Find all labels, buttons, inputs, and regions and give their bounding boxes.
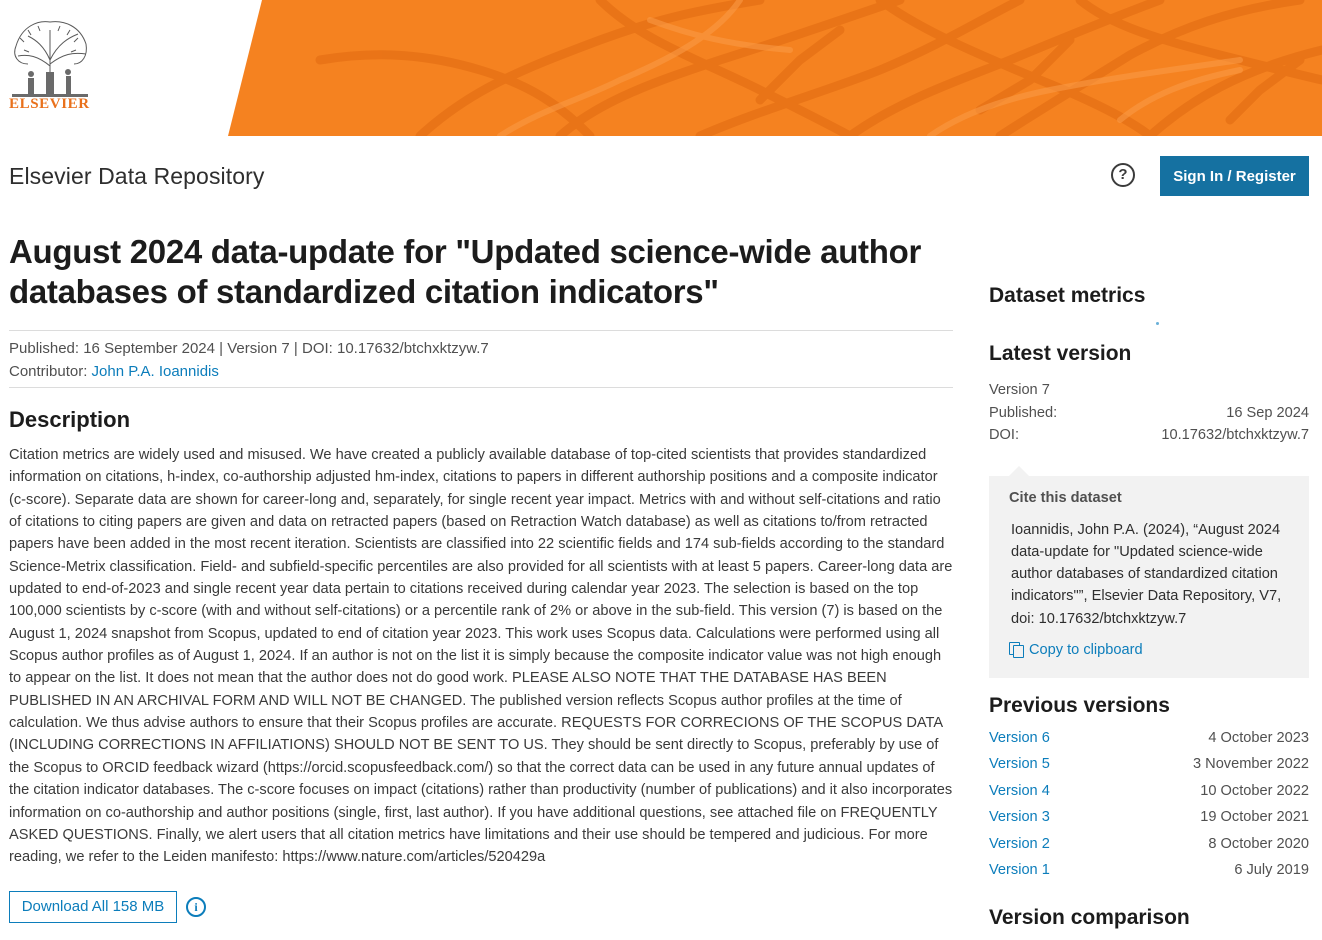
version-date: 6 July 2019 <box>1234 861 1309 878</box>
contributor-label: Contributor: <box>9 363 88 380</box>
dataset-metrics-heading: Dataset metrics <box>989 284 1146 307</box>
sidebar <box>989 284 1309 930</box>
published-row <box>989 402 1309 425</box>
version-link[interactable]: Version 5 <box>989 756 1050 773</box>
version-date: 8 October 2020 <box>1208 835 1309 852</box>
site-title[interactable]: Elsevier Data Repository <box>9 163 265 189</box>
previous-version-row <box>989 753 1309 779</box>
divider <box>9 387 953 388</box>
contributor-line <box>9 360 953 383</box>
previous-version-row <box>989 833 1309 859</box>
latest-version-heading: Latest version <box>989 342 1132 365</box>
doi-value: 10.17632/btchxktzyw.7 <box>1161 427 1309 443</box>
doi-row <box>989 424 1309 447</box>
version-label <box>989 379 1309 402</box>
help-circle-icon[interactable]: ? <box>1111 163 1135 187</box>
dataset-meta <box>9 331 953 387</box>
copy-to-clipboard-link[interactable] <box>1009 642 1289 658</box>
description-heading: Description <box>9 407 131 432</box>
cite-dataset-box <box>989 476 1309 678</box>
header-banner <box>0 0 1322 136</box>
banner-artwork <box>0 0 1322 136</box>
copy-icon <box>1009 642 1025 658</box>
version-date: 19 October 2021 <box>1200 809 1309 826</box>
version-value: Version 7 <box>989 382 1050 398</box>
version-comparison-heading: Version comparison <box>989 906 1190 930</box>
previous-versions-list <box>989 727 1309 885</box>
version-link[interactable]: Version 4 <box>989 782 1050 799</box>
metrics-loading-indicator <box>1156 322 1159 325</box>
latest-version-details <box>989 379 1309 447</box>
version-link[interactable]: Version 2 <box>989 835 1050 852</box>
previous-version-row <box>989 780 1309 806</box>
previous-version-row <box>989 727 1309 753</box>
sign-in-register-button[interactable]: Sign In / Register <box>1160 156 1309 196</box>
cite-heading: Cite this dataset <box>1009 489 1122 506</box>
version-date: 10 October 2022 <box>1200 782 1309 799</box>
elsevier-logo-text: ELSEVIER <box>9 96 90 112</box>
main-content <box>9 232 953 923</box>
top-navigation-bar <box>0 136 1322 216</box>
version-date: 4 October 2023 <box>1208 729 1309 746</box>
published-label: Published: <box>989 404 1058 421</box>
previous-versions-heading: Previous versions <box>989 693 1170 717</box>
previous-version-row <box>989 806 1309 832</box>
dataset-metrics-section <box>989 284 1309 342</box>
published-line: Published: 16 September 2024 | Version 7 | DOI: 10.17632/btchxktzyw.7 <box>9 340 489 357</box>
previous-version-row <box>989 859 1309 885</box>
version-link[interactable]: Version 3 <box>989 809 1050 826</box>
download-all-button[interactable]: Download All 158 MB <box>9 891 177 923</box>
description-text: Citation metrics are widely used and misused. We have created a publicly available database of top-cited scientists that provides standardized information on citations, h-index, co-authorship adjusted hm-index, citations to papers in different authorship positions and a composite indicator (c-score). Separate data are shown for career-long and, separately, for single recent year impact. Metrics with and without self-citations and ratio of citations to citing papers are given and data on retracted papers (based on Retraction Watch database) as well as citations to/from retracted papers have been added in the most recent iteration. Scientists are classified into 22 scientific fields and 174 sub-fields according to the standard Science-Metrix classification. Field- and subfield-specific percentiles are also provided for all scientists with at least 5 papers. Career-long data are updated to end-of-2023 and single recent year data pertain to citations received during calendar year 2023. The selection is based on the top 100,000 scientists by c-score (with and without self-citations) or a percentile rank of 2% or above in the sub-field. This version (7) is based on the August 1, 2024 snapshot from Scopus, updated to end of citation year 2023. This work uses Scopus data. Calculations were performed using all Scopus author profiles as of August 1, 2024. If an author is not on the list it is simply because the composite indicator value was not high enough to appear on the list. It does not mean that the author does not do good work. PLEASE ALSO NOTE THAT THE DATABASE HAS BEEN PUBLISHED IN AN ARCHIVAL FORM AND WILL NOT BE CHANGED. The published version reflects Scopus author profiles at the time of calculation. We thus advise authors to ensure that their Scopus profiles are accurate. REQUESTS FOR CORRECIONS OF THE SCOPUS DATA (INCLUDING CORRECTIONS IN AFFILIATIONS) SHOULD NOT BE SENT TO US. They should be sent directly to Scopus, preferably by use of the Scopus to ORCID feedback wizard (https://orcid.scopusfeedback.com/) so that the correct data can be used in any future annual updates of the citation indicator databases. The c-score focuses on impact (citations) rather than productivity (number of publications) and it also incorporates information on co-authorship and author positions (single, first, last author). If you have additional questions, see attached file on FREQUENTLY ASKED QUESTIONS. Finally, we alert users that all citation metrics have limitations and their use should be tempered and judicious. For more reading, we refer to the Leiden manifesto: https://www.nature.com/articles/520429a <box>9 447 953 866</box>
citation-text: Ioannidis, John P.A. (2024), “August 2024 data-update for "Updated science-wide author databases of standardized citation indicators"”, Elsevier Data Repository, V7, doi: 10.17632/btchxktzyw.7 <box>1011 521 1282 627</box>
download-row <box>9 891 953 923</box>
version-link[interactable]: Version 1 <box>989 861 1050 878</box>
contributor-link[interactable]: John P.A. Ioannidis <box>91 363 219 380</box>
published-value: 16 Sep 2024 <box>1226 404 1309 421</box>
version-link[interactable]: Version 6 <box>989 729 1050 746</box>
doi-label: DOI: <box>989 427 1019 443</box>
info-icon[interactable]: i <box>186 897 206 917</box>
version-date: 3 November 2022 <box>1192 756 1309 773</box>
copy-label: Copy to clipboard <box>1029 641 1143 658</box>
dataset-title: August 2024 data-update for "Updated science-wide author databases of standardized citation indicators" <box>9 233 922 310</box>
